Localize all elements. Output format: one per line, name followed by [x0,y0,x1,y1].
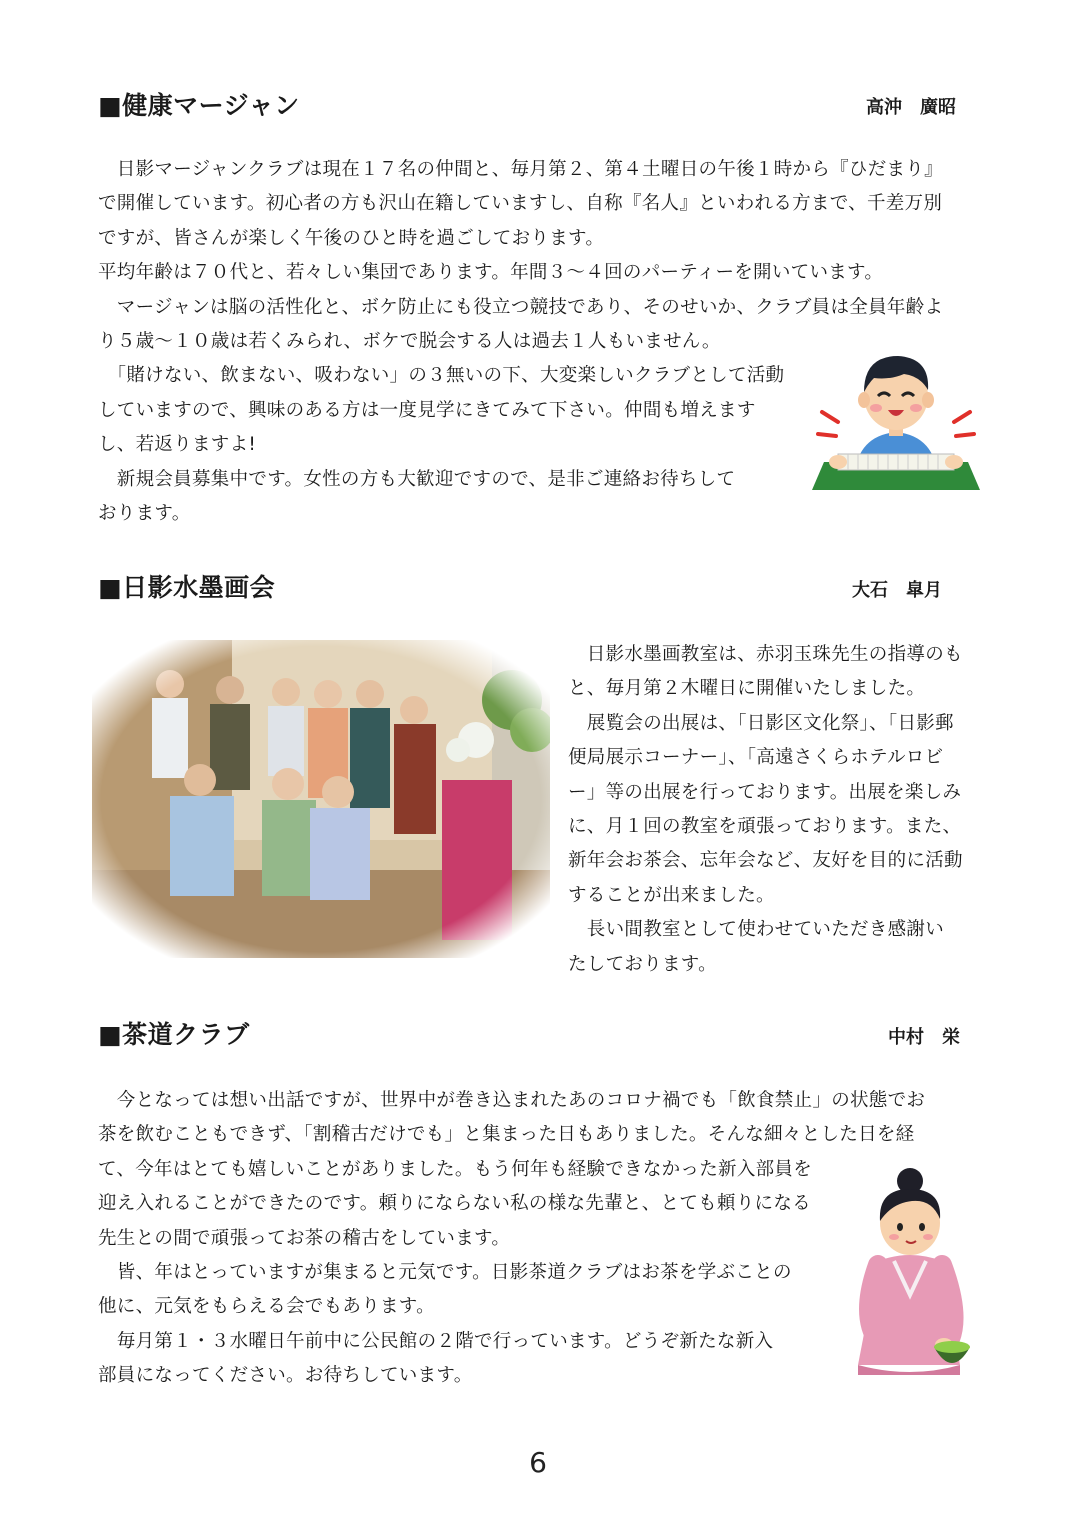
text-line: 他に、元気をもらえる会でもあります。 [98,1296,435,1318]
text-line: ー」等の出展を行っております。出展を楽しみ [568,781,962,803]
text-line: おります。 [98,502,191,524]
text-line: することが出来ました。 [568,884,775,906]
text-line: マージャンは脳の活性化と、ボケ防止にも役立つ競技であり、そのせいか、クラブ員は全員年齢よ [98,296,944,318]
text-line: 毎月第１・３水曜日午前中に公民館の２階で行っています。どうぞ新たな新入 [98,1330,774,1352]
text-line: 新規会員募集中です。女性の方も大歓迎ですので、是非ご連絡お待ちして [98,468,736,490]
section-heading-mahjong: ■健康マージャン [98,91,300,120]
text-line: に、月１回の教室を頑張っております。また、 [568,815,962,837]
section-heading-ink-painting: ■日影水墨画会 [98,573,276,602]
text-line: 今となっては想い出話ですが、世界中が巻き込まれたあのコロナ禍でも「飲食禁止」の状態でお [98,1090,926,1111]
text-line: たしております。 [568,953,717,975]
text-line: 迎え入れることができたのです。頼りにならない私の様な先輩と、とても頼りになる [98,1193,811,1215]
text-line: 日影マージャンクラブは現在１７名の仲間と、毎月第２、第４土曜日の午後１時から『ひだまり』 [98,159,943,180]
text-line: 先生との間で頑張ってお茶の稽古をしています。 [98,1227,511,1249]
text-line: し、若返りますよ! [98,434,257,456]
section-heading-tea-ceremony: ■茶道クラブ [98,1020,250,1049]
author-ink-painting: 大石 皐月 [852,580,942,601]
text-line: していますので、興味のある方は一度見学にきてみて下さい。仲間も増えます [98,399,756,421]
text-line: ですが、皆さんが楽しく午後のひと時を過ごしております。 [98,227,605,249]
text-line: 日影水墨画教室は、赤羽玉珠先生の指導のも [568,644,963,665]
text-line: 平均年齢は７０代と、若々しい集団であります。年間３～４回のパーティーを開いています。 [98,262,884,284]
text-line: 便局展示コーナー」、「高遠さくらホテルロビ [568,747,944,769]
text-line: 長い間教室として使わせていただき感謝い [568,919,945,941]
text-line: り５歳～１０歳は若くみられ、ボケで脱会する人は過去１人もいません。 [98,330,721,352]
text-line: 皆、年はとっていますが集まると元気です。日影茶道クラブはお茶を学ぶことの [98,1261,792,1283]
text-line: 部員になってください。お待ちしています。 [98,1365,473,1387]
text-line: 展覧会の出展は、「日影区文化祭」、「日影郵 [568,712,954,734]
text-line: で開催しています。初心者の方も沢山在籍していますし、自称『名人』といわれる方まで、千差万別 [98,193,943,215]
text-line: 茶を飲むこともできず、「割稽古だけでも」と集まった日もありました。そんな細々とした日を経 [98,1124,915,1146]
paragraph-tea-ceremony [98,1084,925,1394]
text-line: て、今年はとても嬉しいことがありました。もう何年も経験できなかった新入部員を [98,1158,813,1180]
mahjong-player-illustration [804,340,988,490]
text-line: 新年会お茶会、忘年会など、友好を目的に活動 [568,850,963,872]
author-mahjong: 高沖 廣昭 [866,97,956,118]
group-photo [92,640,550,958]
author-tea-ceremony: 中村 栄 [888,1027,960,1048]
page-number: 6 [529,1446,547,1479]
text-line: と、毎月第２木曜日に開催いたしました。 [568,678,926,700]
tea-ceremony-woman-illustration [838,1165,978,1385]
text-line: 「賭けない、飲まない、吸わない」の３無いの下、大変楽しいクラブとして活動 [98,365,785,387]
paragraph-ink-painting [568,638,963,982]
